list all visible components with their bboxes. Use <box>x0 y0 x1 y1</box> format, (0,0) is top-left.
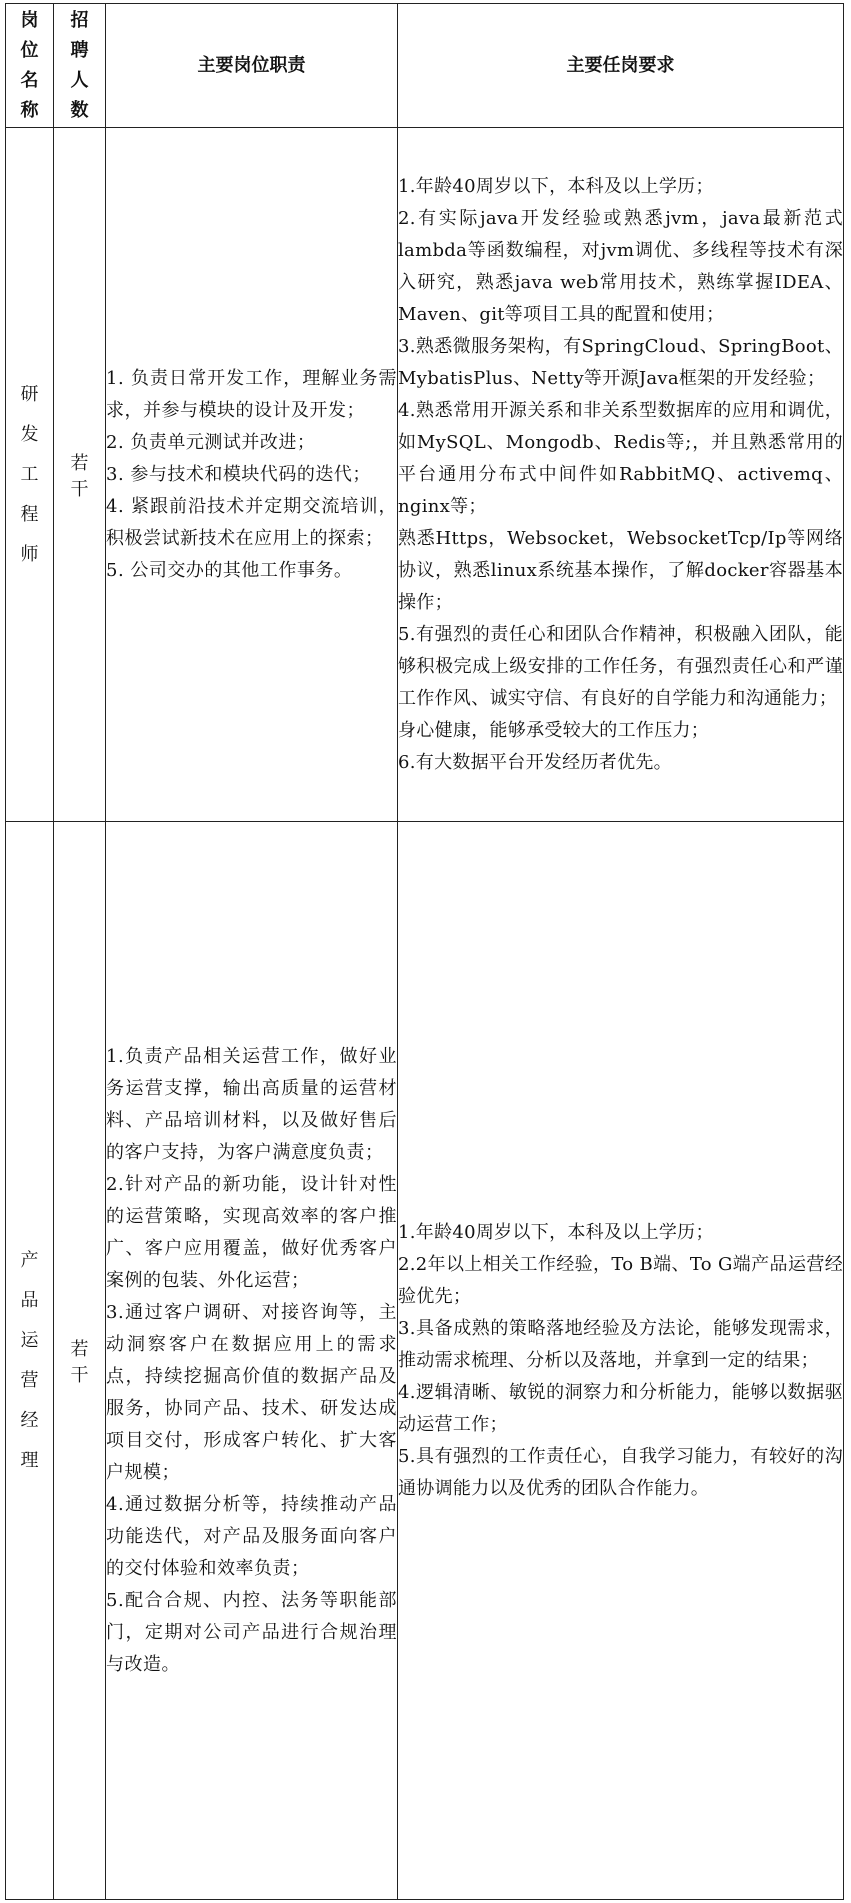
requirement-item: 2.2年以上相关工作经验，To B端、To G端产品运营经验优先； <box>398 1253 843 1307</box>
duty-item: 3. 参与技术和模块代码的迭代； <box>106 463 371 485</box>
table-header-row <box>6 4 844 128</box>
job-table <box>5 3 844 1900</box>
requirement-item: 3.熟悉微服务架构，有SpringCloud、SpringBoot、MybatisPlus、Netty等开源Java框架的开发经验； <box>398 335 843 389</box>
requirement-item: 1.年龄40周岁以下，本科及以上学历； <box>398 175 714 197</box>
position-name-cell <box>6 128 54 822</box>
requirement-item: 4.熟悉常用开源关系和非关系型数据库的应用和调优，如MySQL、Mongodb、Redis等;，并且熟悉常用的平台通用分布式中间件如RabbitMQ、activemq、nginx等； <box>398 399 843 517</box>
header-position-name-text: 岗位名称 <box>20 9 39 121</box>
headcount-cell <box>54 128 106 822</box>
header-requirements: 主要任岗要求 <box>398 4 844 128</box>
requirement-item: 4.逻辑清晰、敏锐的洞察力和分析能力，能够以数据驱动运营工作； <box>398 1381 843 1435</box>
duty-item: 1.负责产品相关运营工作，做好业务运营支撑，输出高质量的运营材料、产品培训材料，以及做好售后的客户支持，为客户满意度负责； <box>106 1045 397 1163</box>
duty-item: 2.针对产品的新功能，设计针对性的运营策略，实现高效率的客户推广、客户应用覆盖，做好优秀客户案例的包装、外化运营； <box>106 1173 397 1291</box>
requirement-item: 2.有实际java开发经验或熟悉jvm，java最新范式lambda等函数编程，对jvm调优、多线程等技术有深入研究，熟悉java web常用技术，熟练掌握IDEA、Maven、git等项目工具的配置和使用； <box>398 207 843 325</box>
requirement-item: 身心健康，能够承受较大的工作压力； <box>398 719 710 741</box>
header-position-name <box>6 4 54 128</box>
duties-cell <box>106 128 398 822</box>
requirement-item: 熟悉Https，Websocket，WebsocketTcp/Ip等网络协议，熟悉linux系统基本操作，了解docker容器基本操作； <box>398 527 843 613</box>
requirement-item: 3.具备成熟的策略落地经验及方法论，能够发现需求，推动需求梳理、分析以及落地，并拿到一定的结果； <box>398 1317 843 1371</box>
headcount: 若干 <box>70 452 89 500</box>
duties-cell <box>106 822 398 1900</box>
table-row <box>6 128 844 822</box>
headcount: 若干 <box>70 1338 89 1386</box>
duty-item: 3.通过客户调研、对接咨询等，主动洞察客户在数据应用上的需求点，持续挖掘高价值的数据产品及服务，协同产品、技术、研发达成项目交付，形成客户转化、扩大客户规模； <box>106 1301 397 1483</box>
header-duties: 主要岗位职责 <box>106 4 398 128</box>
position-name: 研发工程师 <box>20 383 39 565</box>
duty-item: 4. 紧跟前沿技术并定期交流培训，积极尝试新技术在应用上的探索； <box>106 495 397 549</box>
duty-item: 5.配合合规、内控、法务等职能部门，定期对公司产品进行合规治理与改造。 <box>106 1589 397 1675</box>
position-name-cell <box>6 822 54 1900</box>
requirements-cell <box>398 128 844 822</box>
header-headcount-text: 招聘人数 <box>70 9 89 121</box>
duty-item: 4.通过数据分析等，持续推动产品功能迭代，对产品及服务面向客户的交付体验和效率负责； <box>106 1493 397 1579</box>
requirement-item: 6.有大数据平台开发经历者优先。 <box>398 751 672 773</box>
position-name: 产品运营经理 <box>20 1249 39 1471</box>
headcount-cell <box>54 822 106 1900</box>
requirement-item: 5.有强烈的责任心和团队合作精神，积极融入团队，能够积极完成上级安排的工作任务，有强烈责任心和严谨工作作风、诚实守信、有良好的自学能力和沟通能力； <box>398 623 843 709</box>
requirement-item: 1.年龄40周岁以下，本科及以上学历； <box>398 1221 714 1243</box>
requirement-item: 5.具有强烈的工作责任心，自我学习能力，有较好的沟通协调能力以及优秀的团队合作能力。 <box>398 1445 843 1499</box>
duty-item: 1. 负责日常开发工作，理解业务需求，并参与模块的设计及开发； <box>106 367 397 421</box>
requirements-cell <box>398 822 844 1900</box>
duty-item: 5. 公司交办的其他工作事务。 <box>106 559 353 581</box>
header-headcount <box>54 4 106 128</box>
table-row <box>6 822 844 1900</box>
duty-item: 2. 负责单元测试并改进； <box>106 431 316 453</box>
